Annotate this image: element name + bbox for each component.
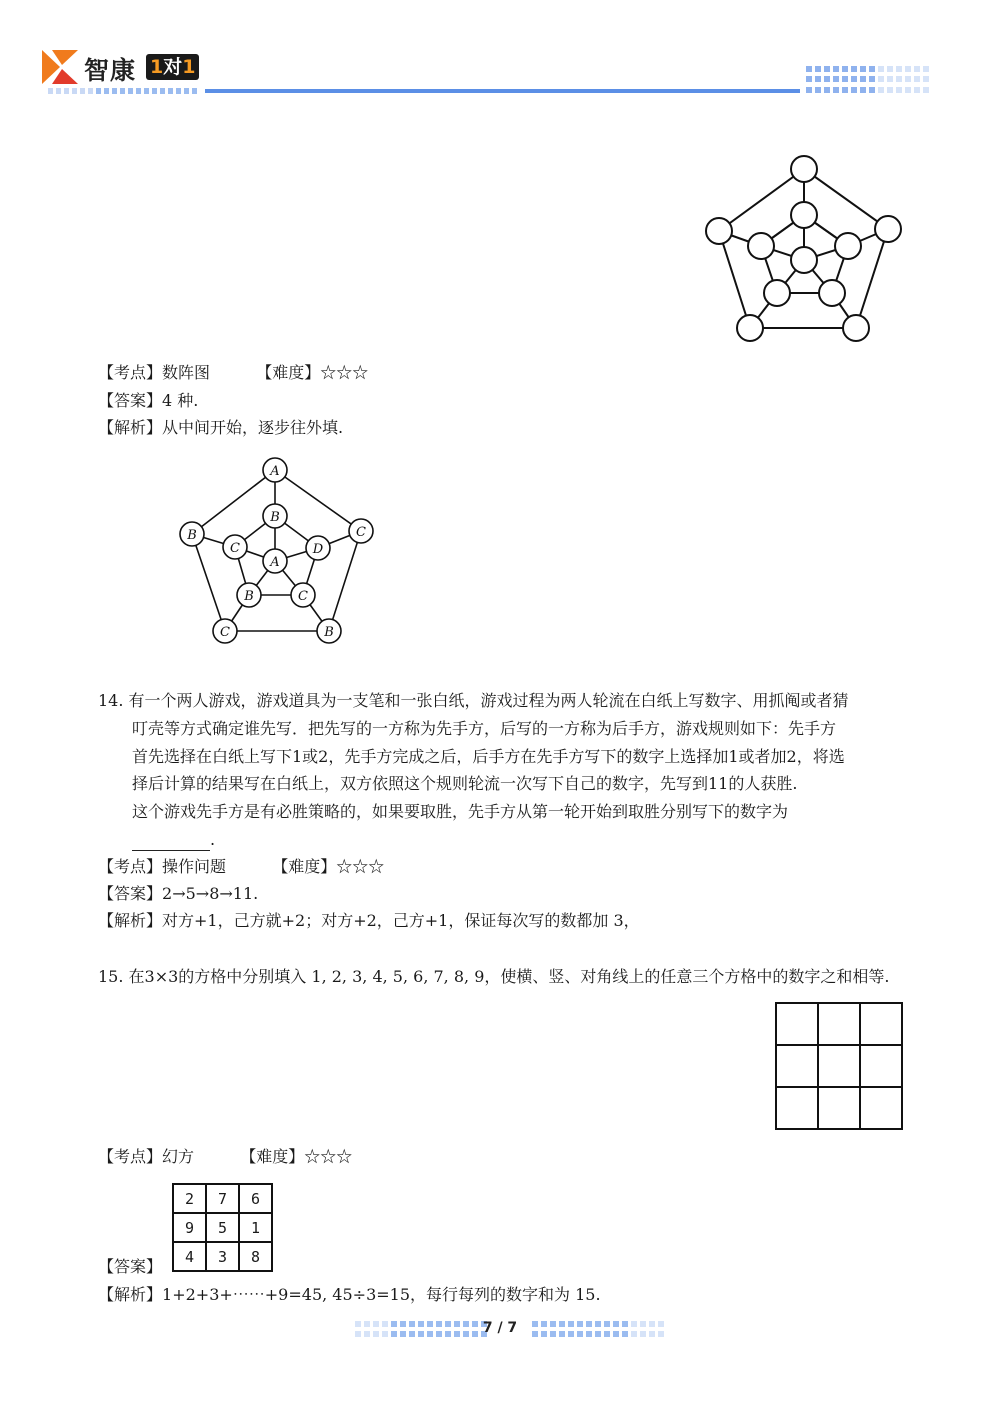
magic-square-table: [172, 1183, 273, 1272]
q14-text-line: 14. 有一个两人游戏，游戏道具为一支笔和一张白纸，游戏过程为两人轮流在白纸上写数字、用抓阄或者猜: [98, 691, 849, 710]
jiexi-label: 【解析】: [98, 1285, 163, 1304]
q14-text-line: 择后计算的结果写在白纸上，双方依照这个规则轮流一次写下自己的数字，先写到11的人获胜.: [132, 774, 798, 793]
jiexi-label: 【解析】: [98, 911, 163, 930]
magic-cell: 2: [173, 1184, 206, 1213]
nandu-stars: ☆☆☆: [304, 1147, 353, 1166]
magic-cell: 7: [206, 1184, 239, 1213]
jiexi-value: 从中间开始，逐步往外填.: [162, 418, 344, 437]
q15-answer-line: [98, 1256, 162, 1278]
node-label: D: [312, 542, 324, 557]
answer-value: 4 种.: [162, 391, 199, 410]
table-row: [173, 1242, 272, 1271]
jiexi-value: 对方+1，己方就+2；对方+2，己方+1，保证每次写的数都加 3，: [162, 911, 640, 930]
footer-decoration-right: [532, 1318, 667, 1342]
q15-kaodian-line: [98, 1146, 352, 1168]
q14-jiexi-line: [98, 910, 640, 932]
brand-name: 智康: [84, 56, 137, 85]
table-row: [173, 1184, 272, 1213]
magic-cell: 3: [206, 1242, 239, 1271]
node-label: C: [356, 525, 366, 540]
kaodian-value: 操作问题: [162, 857, 227, 876]
jiexi-label: 【解析】: [98, 418, 163, 437]
nandu-stars: ☆☆☆: [320, 363, 369, 382]
brand-badge: 1对1: [146, 54, 199, 80]
nandu-label: 【难度】: [272, 857, 337, 876]
empty-3x3-grid: [774, 1001, 904, 1131]
header-rule: [0, 60, 1000, 100]
answer-label: 【答案】: [98, 391, 163, 410]
kaodian-value: 数阵图: [162, 363, 211, 382]
magic-cell: 4: [173, 1242, 206, 1271]
kaodian-value: 幻方: [162, 1147, 195, 1166]
node-label: B: [244, 589, 254, 604]
pentagon-blank-diagram: [700, 150, 910, 350]
jiexi-value: 1+2+3+⋯⋯+9=45, 45÷3=15，每行每列的数字和为 15.: [162, 1285, 601, 1304]
q15-jiexi-line: [98, 1284, 601, 1306]
q14-text-line: 叮壳等方式确定谁先写．把先写的一方称为先手方，后写的一方称为后手方，游戏规则如下：先手方: [132, 719, 837, 738]
node-label: C: [230, 541, 240, 556]
node-label: B: [187, 528, 197, 543]
answer-value: 2→5→8→11.: [162, 884, 259, 903]
kaodian-label: 【考点】: [98, 857, 163, 876]
kaodian-label: 【考点】: [98, 363, 163, 382]
q14-answer-line: [98, 883, 258, 905]
node-label: B: [270, 510, 280, 525]
q14-text-line: 这个游戏先手方是有必胜策略的，如果要取胜，先手方从第一轮开始到取胜分别写下的数字为: [132, 802, 789, 821]
nandu-stars: ☆☆☆: [336, 857, 385, 876]
node-label: C: [298, 589, 308, 604]
node-label: B: [324, 625, 334, 640]
q13-answer-line: [98, 390, 198, 412]
node-label: C: [220, 625, 230, 640]
nandu-label: 【难度】: [240, 1147, 305, 1166]
magic-cell: 5: [206, 1213, 239, 1242]
kaodian-label: 【考点】: [98, 1147, 163, 1166]
q14-text-line: 首先选择在白纸上写下1或2，先手方完成之后，后手方在先手方写下的数字上选择加1或者加2，将选: [132, 747, 845, 766]
answer-label: 【答案】: [98, 1257, 163, 1276]
q15-text-line: 15. 在3×3的方格中分别填入 1, 2, 3, 4, 5, 6, 7, 8, 9，使横、竖、对角线上的任意三个方格中的数字之和相等.: [98, 967, 890, 986]
q13-kaodian-line: [98, 362, 368, 384]
page-number: 7 / 7: [482, 1320, 518, 1336]
q13-jiexi-line: [98, 417, 343, 439]
nandu-label: 【难度】: [256, 363, 321, 382]
pentagon-labeled-diagram: [170, 450, 385, 650]
answer-label: 【答案】: [98, 884, 163, 903]
footer-decoration-left: [355, 1318, 490, 1342]
node-label: A: [270, 464, 280, 479]
magic-cell: 6: [239, 1184, 272, 1213]
magic-cell: 1: [239, 1213, 272, 1242]
magic-cell: 8: [239, 1242, 272, 1271]
table-row: [173, 1213, 272, 1242]
q14-answer-blank-line: .: [132, 829, 215, 851]
node-label: A: [270, 555, 280, 570]
q14-kaodian-line: [98, 856, 384, 878]
magic-cell: 9: [173, 1213, 206, 1242]
answer-blank: [132, 834, 210, 851]
